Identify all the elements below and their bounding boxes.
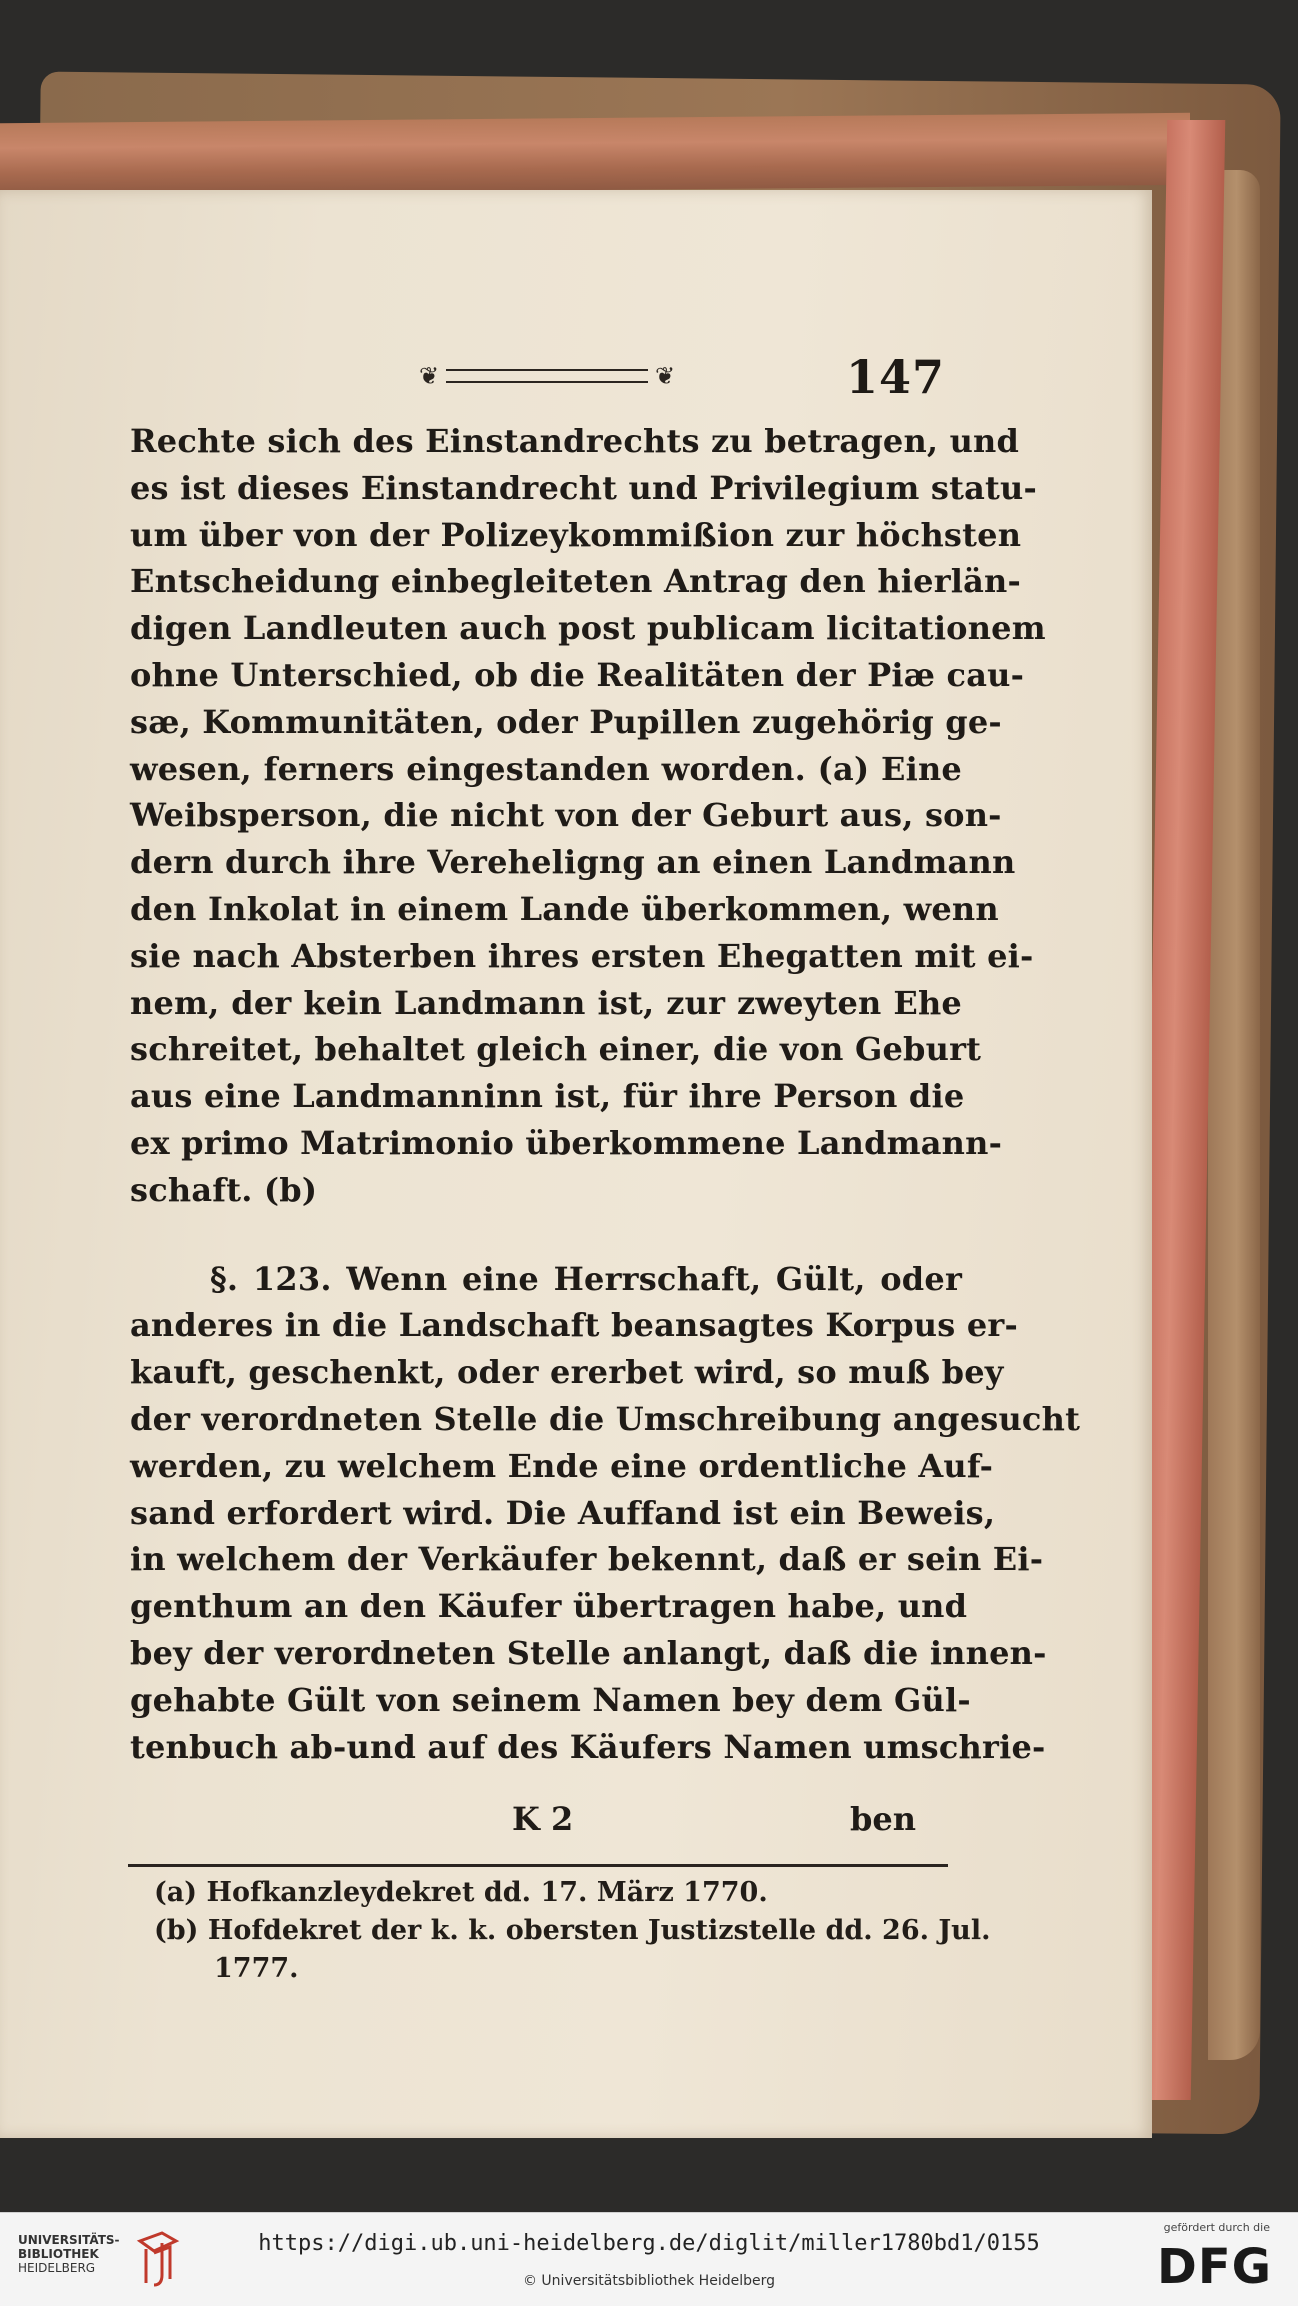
sponsor-label: gefördert durch die [1163, 2221, 1270, 2234]
text-line: schaft. (b) [130, 1170, 318, 1209]
header-ornament-icon [416, 358, 678, 394]
page-number: 147 [846, 350, 946, 404]
catchword: ben [850, 1800, 916, 1838]
text-line: sie nach Absterben ihres ersten Ehegatten mit ei- [130, 936, 1034, 975]
text-line: es ist dieses Einstandrecht und Privilegium statu- [130, 468, 1037, 507]
text-line: sand erfordert wird. Die Auffand ist ein Beweis, [130, 1493, 996, 1532]
text-line: kauft, geschenkt, oder ererbet wird, so muß bey [130, 1353, 1004, 1392]
text-line: nem, der kein Landmann ist, zur zweyten Ehe [130, 983, 962, 1022]
text-line: ex primo Matrimonio überkommene Landmann- [130, 1123, 1003, 1162]
text-line: Rechte sich des Einstandrechts zu betragen, und [130, 422, 1020, 460]
footnotes [154, 1874, 991, 1988]
viewer-footer [0, 2212, 1298, 2306]
page-block-top-edge [0, 113, 1190, 195]
text-line: wesen, ferners eingestanden worden. (a) Eine [130, 749, 962, 788]
text-line: schreitet, behaltet gleich einer, die von Geburt [130, 1030, 982, 1069]
section-heading-line: §. 123. Wenn eine Herrschaft, Gült, oder [210, 1259, 962, 1298]
text-line: Weibsperson, die nicht von der Geburt aus, son- [130, 796, 1002, 835]
text-line: dern durch ihre Vereheligng an einen Landmann [130, 843, 1016, 882]
body-text [130, 418, 1081, 1770]
text-line: in welchem der Verkäufer bekennt, daß er sein Ei- [130, 1540, 1044, 1579]
footnote-rule [128, 1864, 948, 1867]
text-line: aus eine Landmanninn ist, für ihre Person die [130, 1077, 965, 1116]
text-line: tenbuch ab-und auf des Käufers Namen umschrie- [130, 1727, 1046, 1766]
text-line: sæ, Kommunitäten, oder Pupillen zugehörig ge- [130, 702, 1002, 741]
text-line: anderes in die Landschaft beansagtes Korpus er- [130, 1306, 1018, 1345]
ornament-rule [446, 369, 648, 383]
signature-mark: K 2 [512, 1800, 574, 1838]
text-line: der verordneten Stelle die Umschreibung angesucht [130, 1399, 1081, 1438]
text-line: gehabte Gült von seinem Namen bey dem Gül- [130, 1680, 971, 1719]
text-line: werden, zu welchem Ende eine ordentliche Auf- [130, 1446, 994, 1485]
text-line: bey der verordneten Stelle anlangt, daß die innen- [130, 1633, 1047, 1672]
text-line: digen Landleuten auch post publicam licitationem [130, 609, 1046, 648]
copyright-notice: © Universitätsbibliothek Heidelberg [522, 2273, 775, 2289]
library-name-line-1: UNIVERSITÄTS- [18, 2233, 120, 2247]
footnote-a: (a) Hofkanzleydekret dd. 17. März 1770. [154, 1877, 768, 1908]
library-city: HEIDELBERG [18, 2261, 96, 2275]
text-line: genthum an den Käufer übertragen habe, und [130, 1587, 968, 1626]
text-line: den Inkolat in einem Lande überkommen, wenn [130, 889, 999, 928]
text-line: um über von der Polizeykommißion zur höchsten [130, 515, 1022, 554]
ornament-right-icon: ❦ [654, 362, 676, 390]
library-name-line-2: BIBLIOTHEK [18, 2247, 99, 2261]
text-line: ohne Unterschied, ob die Realitäten der Piæ cau- [130, 655, 1025, 694]
page-foot [0, 1800, 1152, 1850]
footnote-b-continuation: 1777. [214, 1953, 299, 1984]
ornament-left-icon: ❦ [418, 362, 440, 390]
footnote-b: (b) Hofdekret der k. k. obersten Justizstelle dd. 26. Jul. [154, 1915, 991, 1946]
text-line: Entscheidung einbegleiteten Antrag den hierlän- [130, 562, 1021, 601]
permalink-url[interactable]: https://digi.ub.uni-heidelberg.de/diglit/miller1780bd1/0155 [258, 2231, 1040, 2256]
dfg-logo-icon[interactable]: DFG [1156, 2239, 1272, 2295]
